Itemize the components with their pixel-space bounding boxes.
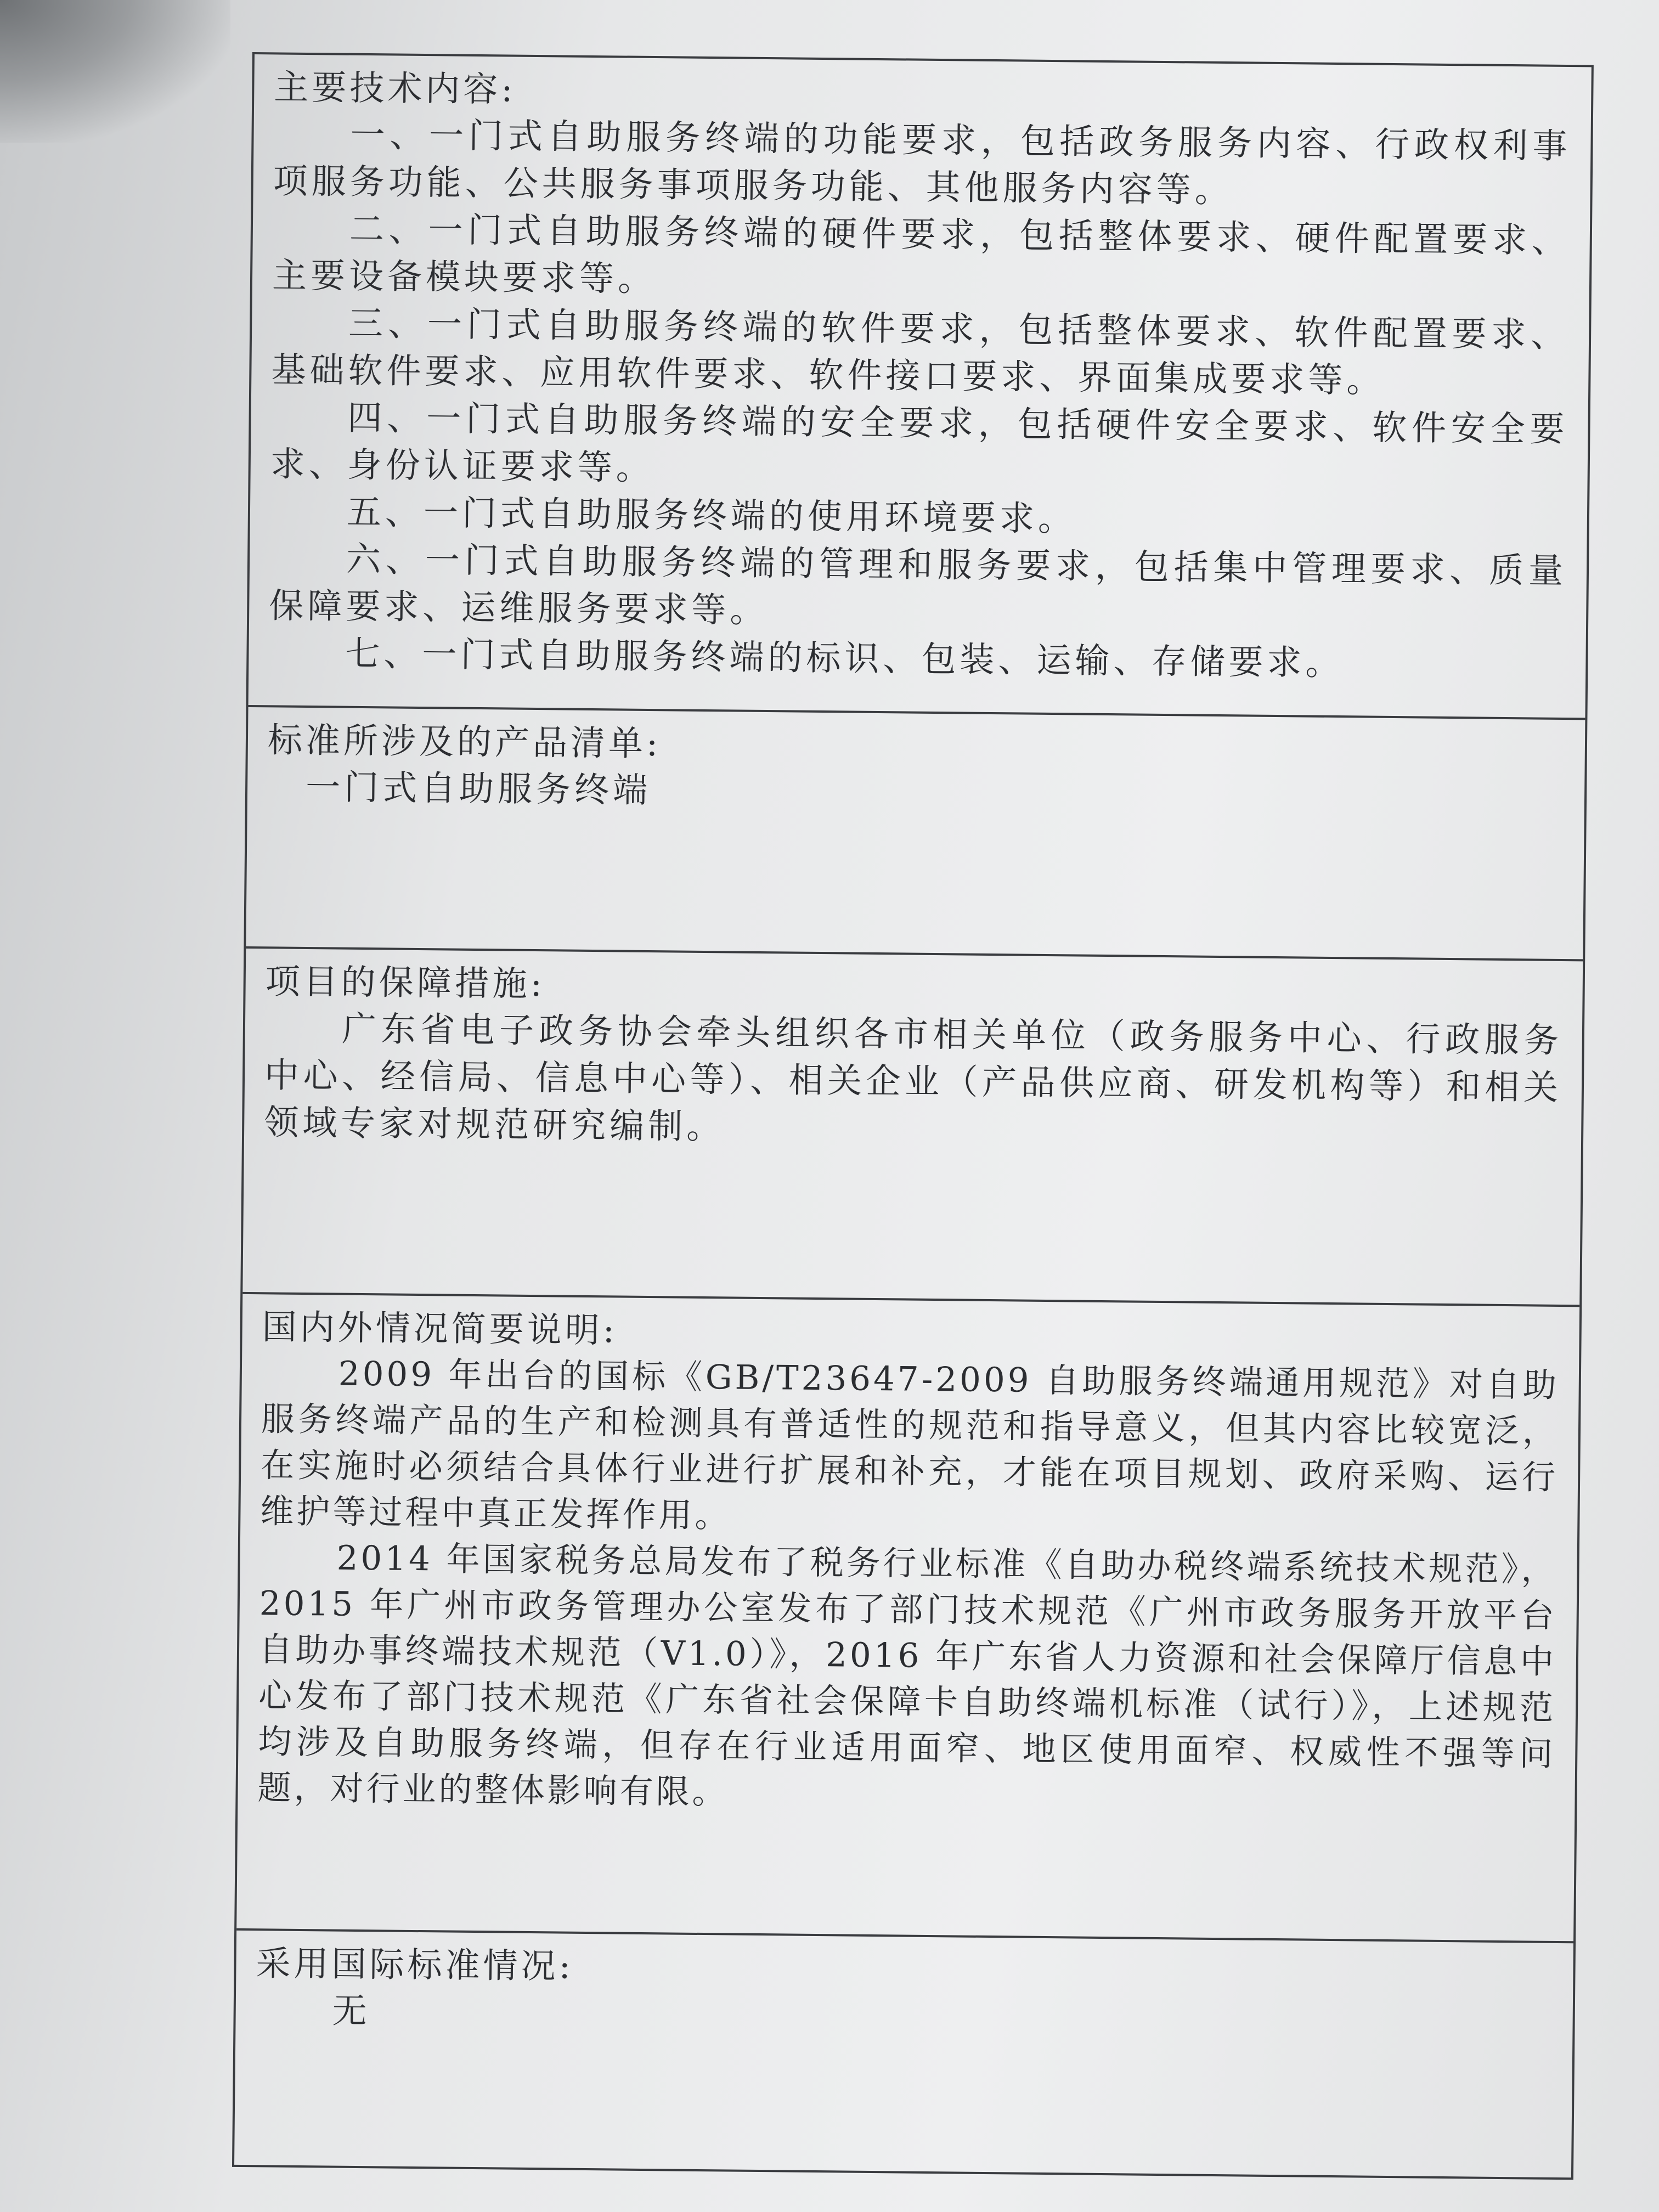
content-item: 二、一门式自助服务终端的硬件要求，包括整体要求、硬件配置要求、主要设备模块要求等。 bbox=[272, 208, 1571, 300]
section-safeguards bbox=[242, 949, 1583, 1307]
section-intl-standard bbox=[234, 1931, 1573, 2177]
section-main-content bbox=[249, 54, 1592, 720]
safeguards-text: 广东省电子政务协会牵头组织各市相关单位（政务服务中心、行政服务中心、经信局、信息中心等）、相关企业（产品供应商、研发机构等）和相关领域专家对规范研究编制。 bbox=[263, 1008, 1563, 1147]
content-item: 一、一门式自助服务终端的功能要求，包括政务服务内容、行政权利事项服务功能、公共服务事项服务功能、其他服务内容等。 bbox=[273, 114, 1571, 211]
domestic-paragraph: 2014 年国家税务总局发布了税务行业标准《自助办税终端系统技术规范》，2015 年广州市政务管理办公室发布了部门技术规范《广州市政务服务开放平台自助办事终端技术规范（V1.0）》，2016 年广东省人力资源和社会保障厅信息中心发布了部门技术规范《广东省社会保障卡自助终端机标准（试行）》，上述规范均涉及自助服务终端，但存在行业适用面窄、地区使用面窄、权威性不强等问题，对行业的整体影响有限。 bbox=[257, 1538, 1558, 1812]
content-item: 六、一门式自助服务终端的管理和服务要求，包括集中管理要求、质量保障要求、运维服务要求等。 bbox=[268, 539, 1567, 631]
form-table bbox=[232, 52, 1594, 2180]
section-domestic-intl bbox=[236, 1294, 1579, 1943]
domestic-paragraph: 2009 年出台的国标《GB/T23647-2009 自助服务终端通用规范》对自助服务终端产品的生产和检测具有普适性的规范和指导意义，但其内容比较宽泛，在实施时必须结合具体行业进行扩展和补充，才能在项目规划、政府采购、运行维护等过程中真正发挥作用。 bbox=[260, 1354, 1560, 1536]
product-item: 一门式自助服务终端 bbox=[305, 766, 652, 811]
content-item: 七、一门式自助服务终端的标识、包装、运输、存储要求。 bbox=[345, 633, 1344, 684]
section-heading: 标准所涉及的产品清单: bbox=[267, 720, 662, 764]
section-heading: 主要技术内容: bbox=[274, 67, 516, 110]
shadow-corner bbox=[0, 0, 230, 143]
content-item: 四、一门式自助服务终端的安全要求，包括硬件安全要求、软件安全要求、身份认证要求等。 bbox=[270, 397, 1568, 488]
section-heading: 项目的保障措施: bbox=[265, 961, 546, 1005]
section-heading: 国内外情况简要说明: bbox=[262, 1307, 618, 1351]
content-item: 三、一门式自助服务终端的软件要求，包括整体要求、软件配置要求、基础软件要求、应用软件要求、软件接口要求、界面集成要求等。 bbox=[271, 303, 1570, 400]
intl-standard-text: 无 bbox=[332, 1990, 371, 2032]
section-heading: 采用国际标准情况: bbox=[256, 1943, 574, 1987]
content-item: 五、一门式自助服务终端的使用环境要求。 bbox=[346, 492, 1077, 539]
section-product-list bbox=[246, 707, 1585, 961]
